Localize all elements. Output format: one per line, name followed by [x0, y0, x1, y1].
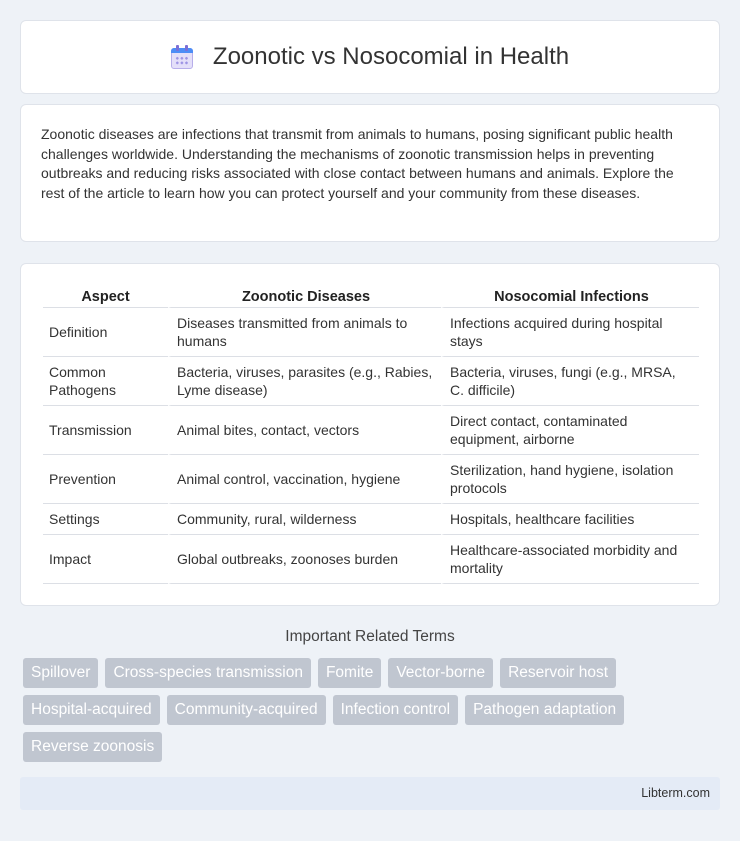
- footer-site-link[interactable]: Libterm.com: [641, 786, 710, 800]
- page-title: Zoonotic vs Nosocomial in Health: [212, 43, 570, 70]
- table-row: [43, 455, 699, 504]
- table-cell: Infections acquired during hospital stays: [441, 308, 699, 357]
- term-tag[interactable]: Cross-species transmission: [105, 658, 311, 688]
- column-header: Zoonotic Diseases: [168, 286, 441, 308]
- term-tag[interactable]: Reservoir host: [500, 658, 616, 688]
- table-cell: Community, rural, wilderness: [168, 504, 441, 535]
- term-tag[interactable]: Vector-borne: [388, 658, 493, 688]
- table-row: [43, 535, 699, 584]
- table-row: [43, 357, 699, 406]
- table-cell: Direct contact, contaminated equipment, airborne: [441, 406, 699, 455]
- header-card: [20, 20, 720, 94]
- term-tag[interactable]: Reverse zoonosis: [23, 732, 162, 762]
- term-tag[interactable]: Fomite: [318, 658, 381, 688]
- table-cell: Impact: [43, 535, 168, 584]
- term-tag[interactable]: Hospital-acquired: [23, 695, 160, 725]
- column-header: Aspect: [43, 286, 168, 308]
- table-cell: Animal bites, contact, vectors: [168, 406, 441, 455]
- comparison-table: [43, 286, 699, 584]
- table-header-row: [43, 286, 699, 308]
- calendar-icon: [171, 45, 193, 69]
- related-terms-title: Important Related Terms: [285, 628, 455, 645]
- comparison-card: [20, 263, 720, 606]
- table-cell: Sterilization, hand hygiene, isolation protocols: [441, 455, 699, 504]
- term-tag[interactable]: Spillover: [23, 658, 98, 688]
- table-cell: Prevention: [43, 455, 168, 504]
- table-cell: Healthcare-associated morbidity and mortality: [441, 535, 699, 584]
- column-header: Nosocomial Infections: [441, 286, 699, 308]
- table-cell: Bacteria, viruses, fungi (e.g., MRSA, C. difficile): [441, 357, 699, 406]
- footer: [20, 777, 720, 810]
- table-cell: Hospitals, healthcare facilities: [441, 504, 699, 535]
- intro-card: [20, 104, 720, 242]
- table-cell: Global outbreaks, zoonoses burden: [168, 535, 441, 584]
- related-terms-list: [23, 658, 703, 762]
- intro-text: Zoonotic diseases are infections that transmit from animals to humans, posing significant public health challenges worldwide. Understanding the mechanisms of zoonotic transmission helps in preventing outbreaks and reducing risks associated with close contact between humans and animals. Explore the rest of the article to learn how you can protect yourself and your community from these diseases.: [41, 126, 674, 201]
- term-tag[interactable]: Pathogen adaptation: [465, 695, 624, 725]
- table-cell: Bacteria, viruses, parasites (e.g., Rabies, Lyme disease): [168, 357, 441, 406]
- table-cell: Settings: [43, 504, 168, 535]
- table-cell: Transmission: [43, 406, 168, 455]
- table-row: [43, 308, 699, 357]
- table-row: [43, 504, 699, 535]
- table-cell: Animal control, vaccination, hygiene: [168, 455, 441, 504]
- table-row: [43, 406, 699, 455]
- table-cell: Definition: [43, 308, 168, 357]
- table-cell: Common Pathogens: [43, 357, 168, 406]
- table-cell: Diseases transmitted from animals to humans: [168, 308, 441, 357]
- term-tag[interactable]: Infection control: [333, 695, 458, 725]
- term-tag[interactable]: Community-acquired: [167, 695, 326, 725]
